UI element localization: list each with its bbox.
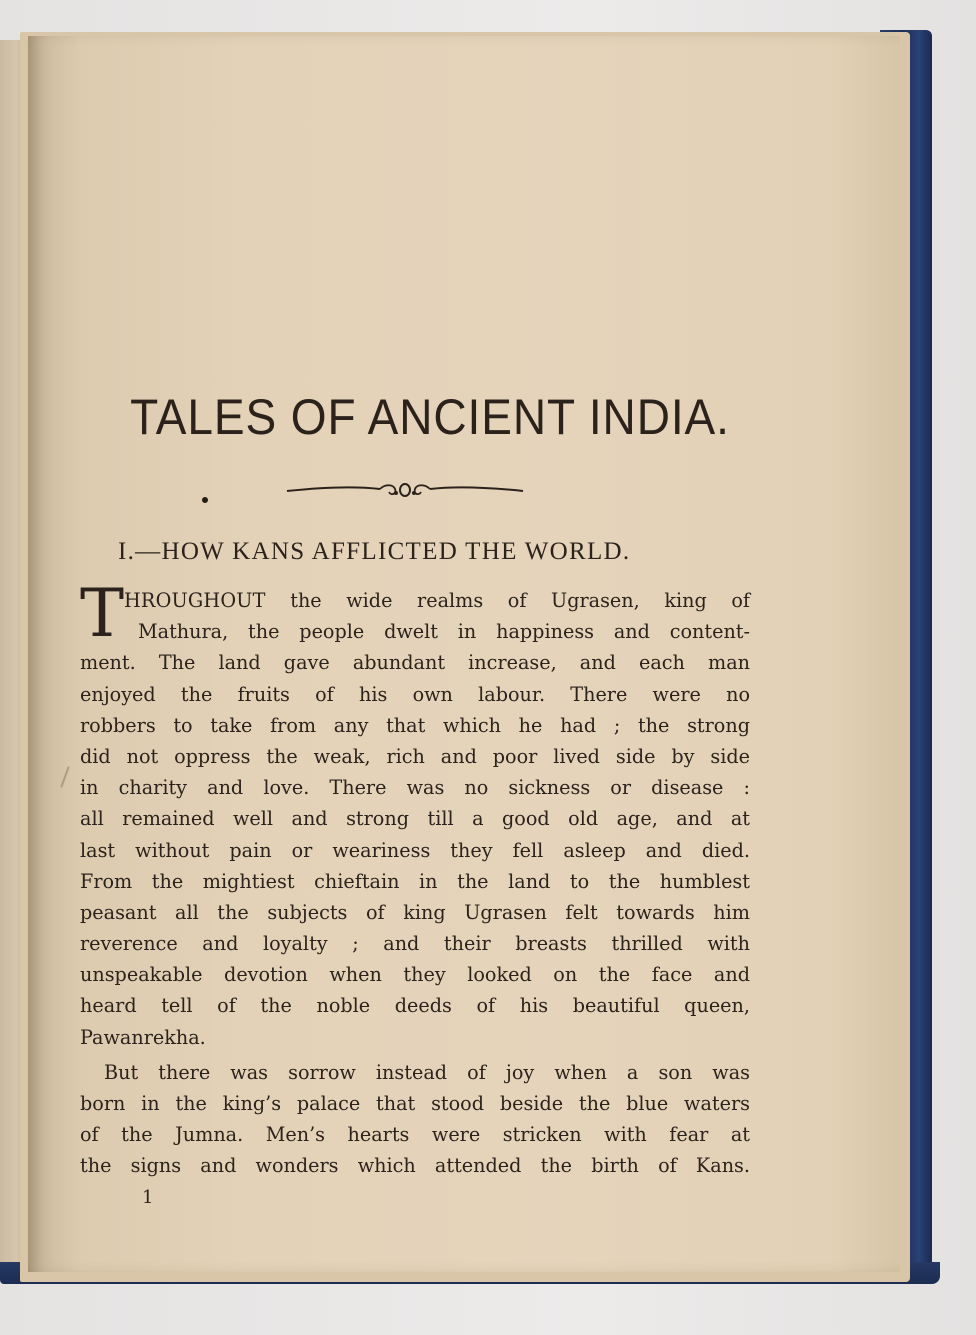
text-line: ment. The land gave abundant increase, and each man: [80, 651, 750, 675]
opening-word: HROUGHOUT: [124, 589, 266, 612]
title-ornament: [285, 474, 525, 504]
text-line: all remained well and strong till a good old age, and at: [80, 807, 750, 831]
book-title: TALES OF ANCIENT INDIA.: [130, 389, 730, 445]
page-smudge: [60, 766, 69, 787]
text-line: enjoyed the fruits of his own labour. There were no: [80, 682, 750, 706]
page-number: 1: [142, 1187, 154, 1208]
stray-ink-dot: [202, 497, 208, 503]
line-text: the wide realms of Ugrasen, king of: [290, 589, 750, 612]
text-line: last without pain or weariness they fell asleep and died.: [80, 838, 750, 862]
text-line: Pawanrekha.: [80, 1025, 206, 1049]
text-line: But there was sorrow instead of joy when a son was: [104, 1060, 750, 1084]
text-line: Mathura, the people dwelt in happiness and content-: [138, 620, 750, 644]
text-line: did not oppress the weak, rich and poor lived side by side: [80, 744, 750, 768]
text-line: of the Jumna. Men’s hearts were stricken with fear at: [80, 1123, 750, 1147]
text-line: the signs and wonders which attended the birth of Kans.: [80, 1154, 750, 1178]
text-line: born in the king’s palace that stood beside the blue waters: [80, 1092, 750, 1115]
text-line: heard tell of the noble deeds of his beautiful queen,: [80, 994, 750, 1018]
text-line: robbers to take from any that which he had ; the strong: [80, 713, 750, 737]
chapter-heading: I.—HOW KANS AFFLICTED THE WORLD.: [118, 538, 631, 565]
chapter-body: [80, 575, 750, 1182]
text-line: unspeakable devotion when they looked on the face and: [80, 963, 750, 987]
text-line: reverence and loyalty ; and their breasts thrilled with: [80, 932, 750, 956]
text-line: in charity and love. There was no sickness or disease :: [80, 776, 750, 800]
text-line: From the mightiest chieftain in the land to the humblest: [80, 869, 750, 893]
drop-cap: T: [80, 575, 125, 652]
text-line: [124, 585, 750, 616]
text-line: peasant all the subjects of king Ugrasen felt towards him: [80, 900, 750, 924]
